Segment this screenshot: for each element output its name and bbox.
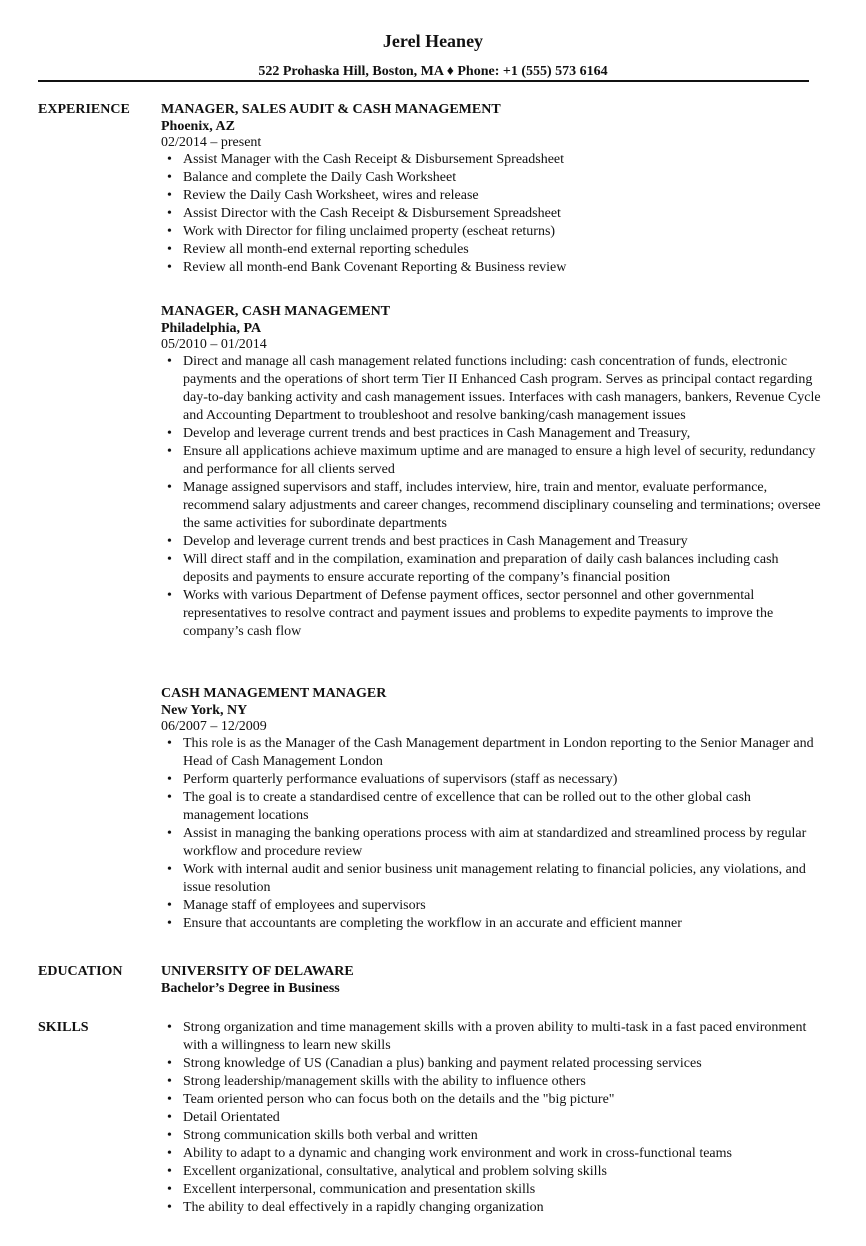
job-location: Phoenix, AZ <box>161 119 235 134</box>
candidate-name: Jerel Heaney <box>382 31 484 51</box>
list-item: • Review all month-end Bank Covenant Reporting & Business review <box>161 259 821 277</box>
job-title: MANAGER, SALES AUDIT & CASH MANAGEMENT <box>161 102 501 117</box>
list-item: • Develop and leverage current trends and best practices in Cash Management and Treasury <box>161 533 821 551</box>
list-item: • Assist Director with the Cash Receipt & Disbursement Spreadsheet <box>161 205 821 223</box>
job-dates: 06/2007 – 12/2009 <box>161 719 267 734</box>
list-item: • Strong organization and time management skills with a proven ability to multi-task in a fast paced environment with a willingness to learn new skills <box>161 1019 821 1055</box>
education-entry <box>161 963 821 997</box>
contact-line: 522 Prohaska Hill, Boston, MA ♦ Phone: +1 (555) 573 6164 <box>258 64 608 79</box>
list-item: • Ability to adapt to a dynamic and changing work environment and work in cross-functional teams <box>161 1145 821 1163</box>
list-item: • Review all month-end external reporting schedules <box>161 241 821 259</box>
job-dates: 02/2014 – present <box>161 135 262 150</box>
list-item: • Team oriented person who can focus both on the details and the "big picture" <box>161 1091 821 1109</box>
job-title: CASH MANAGEMENT MANAGER <box>161 686 387 701</box>
list-item: • The goal is to create a standardised centre of excellence that can be rolled out to the other global cash management locations <box>161 789 821 825</box>
job-bullets <box>161 151 821 277</box>
job-location: New York, NY <box>161 703 248 718</box>
list-item: • Ensure all applications achieve maximum uptime and are managed to ensure a high level of security, redundancy and performance for all clients served <box>161 443 821 479</box>
list-item: • Perform quarterly performance evaluations of supervisors (staff as necessary) <box>161 771 821 789</box>
list-item: • Ensure that accountants are completing the workflow in an accurate and efficient manner <box>161 915 821 933</box>
section-label-experience: EXPERIENCE <box>38 102 130 117</box>
job-bullets <box>161 353 821 641</box>
list-item: • Assist in managing the banking operations process with aim at standardized and streamlined process by regular workflow and procedure review <box>161 825 821 861</box>
list-item: • Review the Daily Cash Worksheet, wires and release <box>161 187 821 205</box>
list-item: • Strong knowledge of US (Canadian a plus) banking and payment related processing services <box>161 1055 821 1073</box>
skills-entry <box>161 1019 821 1217</box>
list-item: • Will direct staff and in the compilation, examination and preparation of daily cash balances including cash deposits and payments to ensure accurate reporting of the company’s financial position <box>161 551 821 587</box>
school-name: UNIVERSITY OF DELAWARE <box>161 964 354 979</box>
job-bullets <box>161 735 821 933</box>
list-item: • Assist Manager with the Cash Receipt & Disbursement Spreadsheet <box>161 151 821 169</box>
list-item: • Work with Director for filing unclaimed property (escheat returns) <box>161 223 821 241</box>
degree: Bachelor’s Degree in Business <box>161 981 340 996</box>
list-item: • Detail Orientated <box>161 1109 821 1127</box>
list-item: • Manage assigned supervisors and staff, includes interview, hire, train and mentor, evaluate performance, recommend salary adjustments and career changes, recommend disciplinary counseling and terminations; oversee the same activities for subordinate departments <box>161 479 821 533</box>
list-item: • Excellent organizational, consultative, analytical and problem solving skills <box>161 1163 821 1181</box>
job-location: Philadelphia, PA <box>161 321 262 336</box>
list-item: • Strong leadership/management skills with the ability to influence others <box>161 1073 821 1091</box>
list-item: • Works with various Department of Defense payment offices, sector personnel and other governmental representatives to resolve contract and payment issues and problems to expedite payments to improve the company’s cash flow <box>161 587 821 641</box>
job-entry <box>161 685 821 933</box>
job-title: MANAGER, CASH MANAGEMENT <box>161 304 391 319</box>
job-entry <box>161 303 821 641</box>
list-item: • The ability to deal effectively in a rapidly changing organization <box>161 1199 821 1217</box>
skills-list <box>161 1019 821 1217</box>
header-divider <box>38 80 809 82</box>
section-label-education: EDUCATION <box>38 964 123 979</box>
section-label-skills: SKILLS <box>38 1020 89 1035</box>
job-dates: 05/2010 – 01/2014 <box>161 337 267 352</box>
list-item: • Manage staff of employees and supervisors <box>161 897 821 915</box>
list-item: • Direct and manage all cash management related functions including: cash concentration of funds, electronic payments and the operations of short term Tier II Enhanced Cash program. Serves as principal contact regarding day-to-day banking activity and cash management issues. Interfaces with cash managers, bankers, Revenue Cycle and Accounting Department to troubleshoot and resolve banking/cash management issues <box>161 353 821 425</box>
list-item: • Develop and leverage current trends and best practices in Cash Management and Treasury, <box>161 425 821 443</box>
list-item: • Strong communication skills both verbal and written <box>161 1127 821 1145</box>
list-item: • This role is as the Manager of the Cash Management department in London reporting to the Senior Manager and Head of Cash Management London <box>161 735 821 771</box>
list-item: • Work with internal audit and senior business unit management relating to financial policies, any violations, and issue resolution <box>161 861 821 897</box>
list-item: • Balance and complete the Daily Cash Worksheet <box>161 169 821 187</box>
job-entry <box>161 101 821 277</box>
list-item: • Excellent interpersonal, communication and presentation skills <box>161 1181 821 1199</box>
